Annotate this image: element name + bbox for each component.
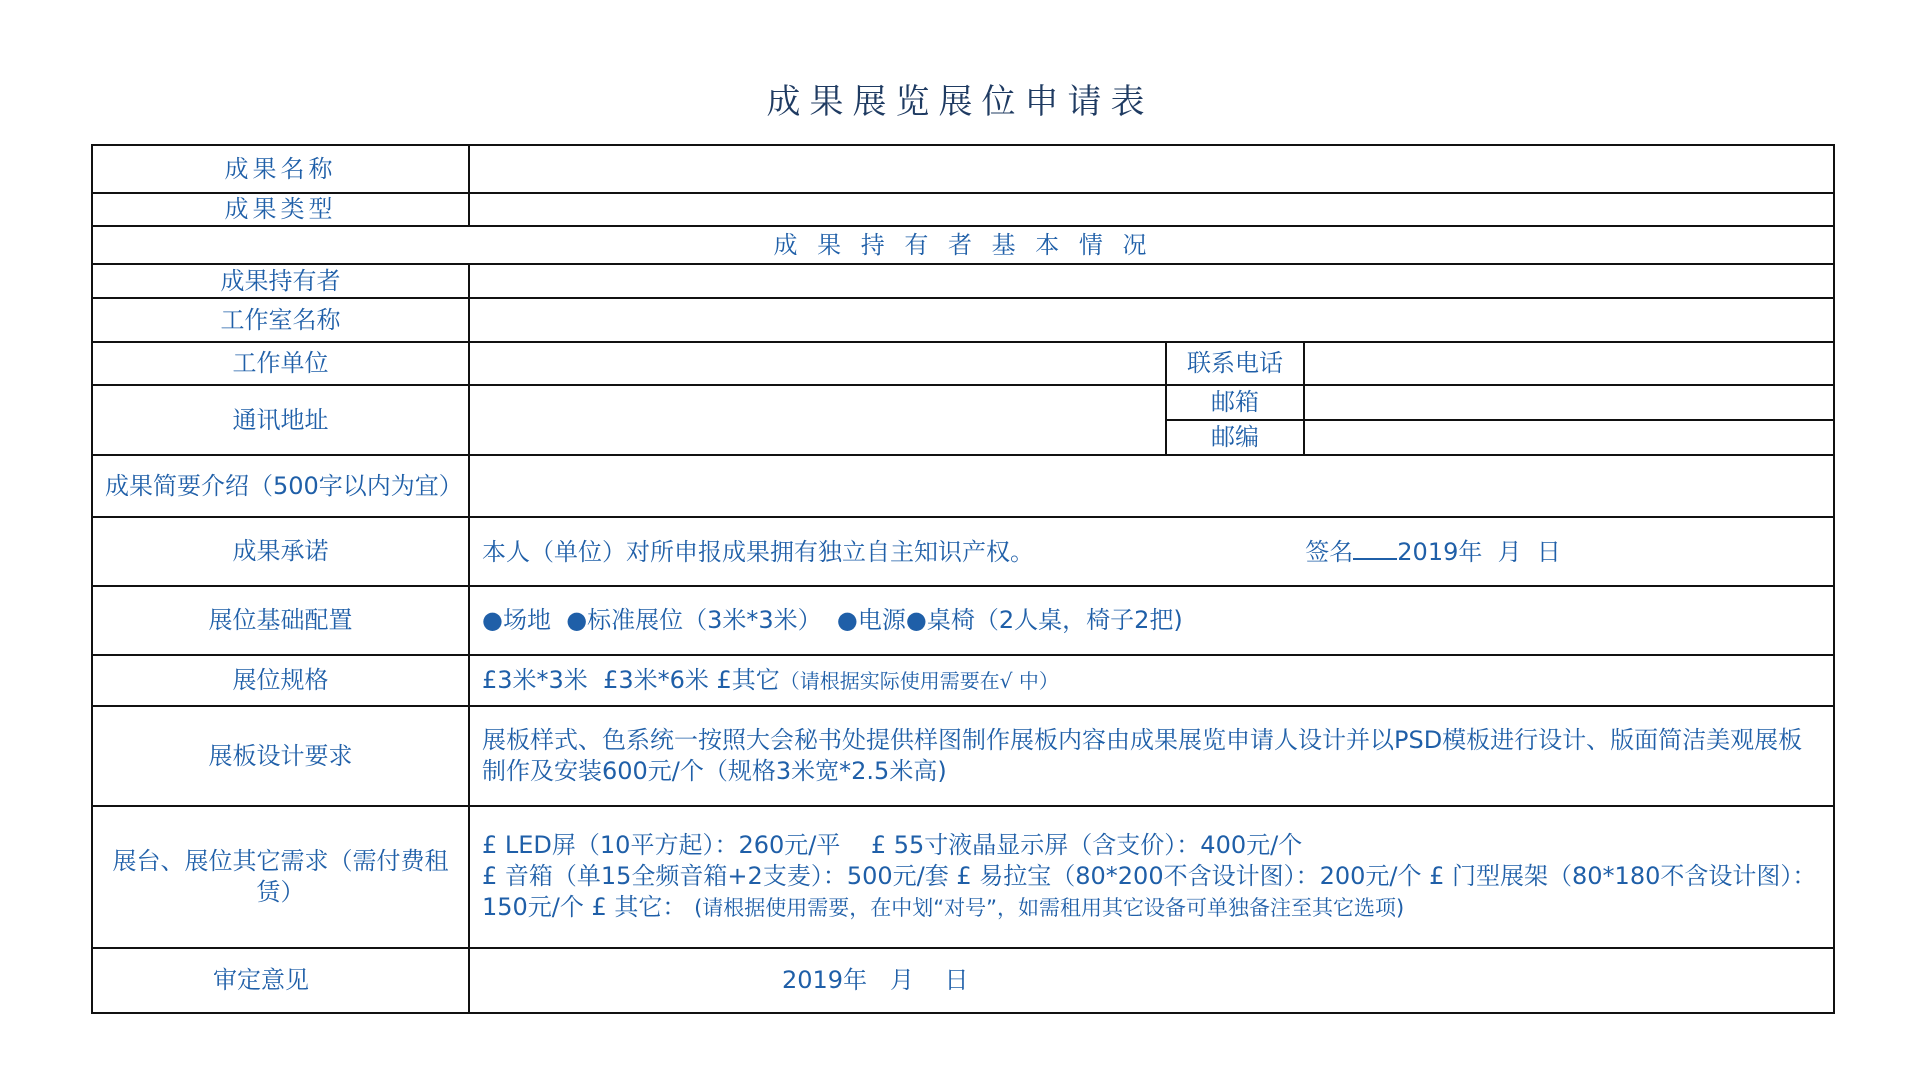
board-design-value: 展板样式、色系统一按照大会秘书处提供样图制作展板内容由成果展览申请人设计并以PSD模板进行设计、版面简洁美观展板制作及安装600元/个（规格3米宽*2.5米高) [469, 706, 1834, 806]
result-name-field[interactable] [469, 145, 1834, 193]
other-needs-label: 展台、展位其它需求（需付费租赁） [92, 806, 469, 948]
board-design-label: 展板设计要求 [92, 706, 469, 806]
postcode-label: 邮编 [1166, 420, 1304, 455]
signature-blank[interactable] [1353, 536, 1397, 560]
row-booth-spec [92, 655, 1834, 706]
work-unit-field[interactable] [469, 342, 1166, 385]
row-holder-section [92, 226, 1834, 264]
row-intro [92, 455, 1834, 517]
other-needs-line-2-text[interactable]: £ 音箱（单15全频音箱+2支麦）：500元/套 £ 易拉宝（80*200不含设计图）：200元/个 £ 门型展架（80*180不含设计图）：150元/个 £ 其它： [482, 862, 1817, 921]
row-basic-config [92, 586, 1834, 655]
intro-label: 成果简要介绍（500字以内为宜） [92, 455, 469, 517]
studio-name-label: 工作室名称 [92, 298, 469, 342]
other-needs-cell [469, 806, 1834, 948]
holder-section-heading: 成 果 持 有 者 基 本 情 况 [92, 226, 1834, 264]
booth-spec-options[interactable]: £3米*3米 £3米*6米 £其它 [482, 665, 780, 694]
application-form-table [91, 144, 1835, 1014]
row-result-type [92, 193, 1834, 226]
postcode-field[interactable] [1304, 420, 1834, 455]
row-holder [92, 264, 1834, 298]
holder-field[interactable] [469, 264, 1834, 298]
row-pledge [92, 517, 1834, 586]
other-needs-line-1[interactable]: £ LED屏（10平方起）：260元/平 £ 55寸液晶显示屏（含支价）：400元/个 [482, 831, 1303, 859]
sign-label: 签名 [1305, 537, 1354, 566]
row-work-unit [92, 342, 1834, 385]
email-label: 邮箱 [1166, 385, 1304, 420]
row-board-design [92, 706, 1834, 806]
other-needs-note: (请根据使用需要，在中划“对号”，如需租用其它设备可单独备注至其它选项) [694, 896, 1405, 920]
address-field[interactable] [469, 385, 1166, 455]
booth-spec-note: （请根据实际使用需要在√ 中） [779, 668, 1059, 693]
basic-config-value: ●场地 ●标准展位（3米*3米） ●电源●桌椅（2人桌，椅子2把) [469, 586, 1834, 655]
booth-spec-cell [469, 655, 1834, 706]
sign-date: 2019年 月 日 [1397, 537, 1561, 566]
review-cell[interactable] [469, 948, 1834, 1013]
email-field[interactable] [1304, 385, 1834, 420]
work-unit-label: 工作单位 [92, 342, 469, 385]
row-address-email [92, 385, 1834, 420]
review-label: 审定意见 [92, 948, 469, 1013]
address-label: 通讯地址 [92, 385, 469, 455]
pledge-cell [469, 517, 1834, 586]
row-studio-name [92, 298, 1834, 342]
result-type-label: 成果类型 [92, 193, 469, 226]
contact-phone-field[interactable] [1304, 342, 1834, 385]
intro-field[interactable] [469, 455, 1834, 517]
form-title: 成果展览展位申请表 [766, 82, 1154, 122]
review-date: 2019年 月 日 [782, 966, 969, 994]
pledge-label: 成果承诺 [92, 517, 469, 586]
pledge-text: 本人（单位）对所申报成果拥有独立自主知识产权。 [482, 537, 1034, 566]
result-name-label: 成果名称 [92, 145, 469, 193]
studio-name-field[interactable] [469, 298, 1834, 342]
contact-phone-label: 联系电话 [1166, 342, 1304, 385]
row-result-name [92, 145, 1834, 193]
basic-config-label: 展位基础配置 [92, 586, 469, 655]
row-other-needs [92, 806, 1834, 948]
booth-spec-label: 展位规格 [92, 655, 469, 706]
result-type-field[interactable] [469, 193, 1834, 226]
row-review [92, 948, 1834, 1013]
holder-label: 成果持有者 [92, 264, 469, 298]
other-needs-line-2 [482, 861, 1821, 924]
